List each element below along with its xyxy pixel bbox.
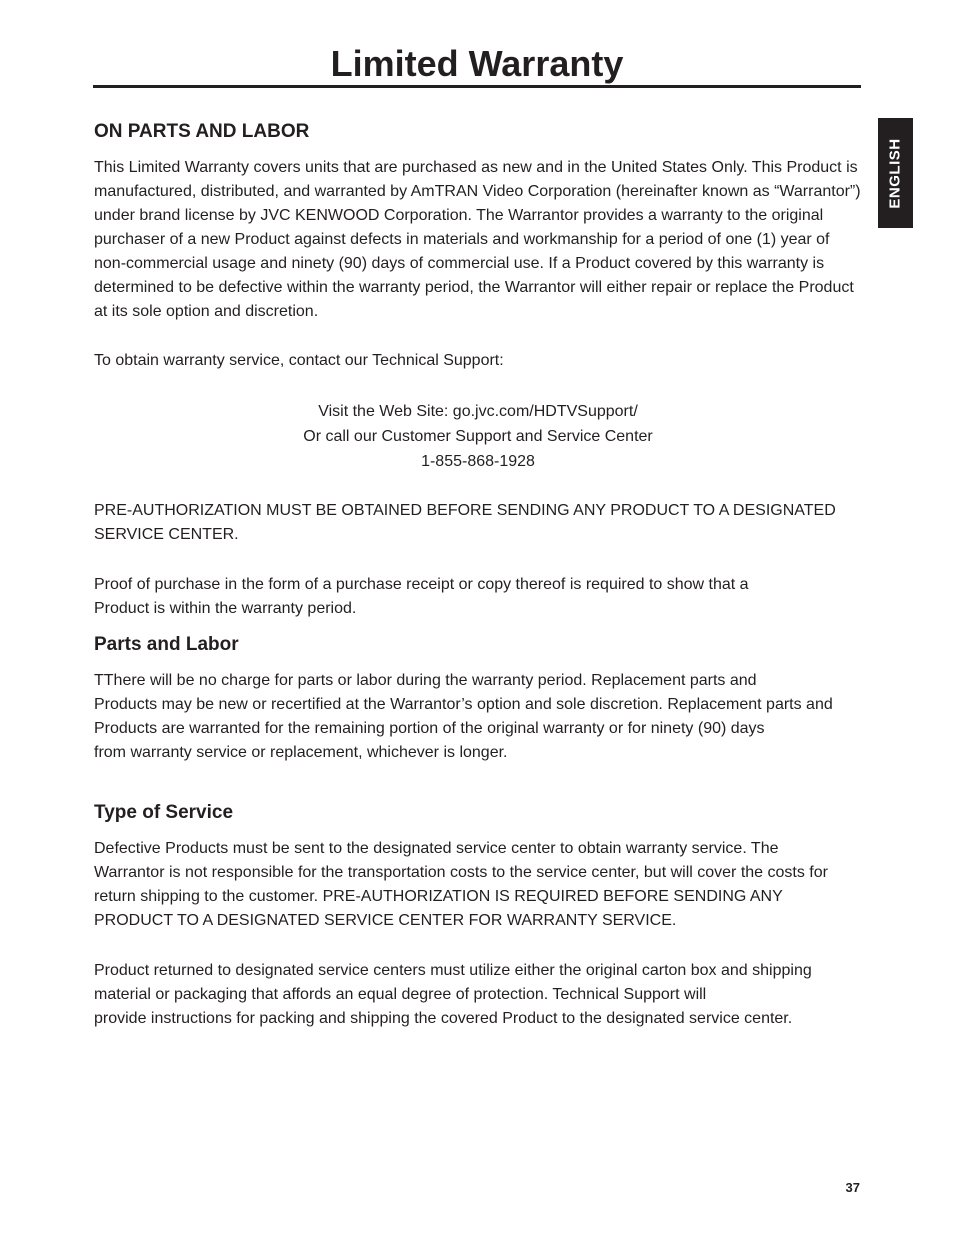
language-tab bbox=[878, 118, 913, 228]
paragraph-line: TThere will be no charge for parts or labor during the warranty period. Replacement parts and bbox=[94, 672, 757, 689]
warranty-intro-paragraph: This Limited Warranty covers units that are purchased as new and in the United States Only. This Product is manufactured, distributed, and warranted by AmTRAN Video Corporation (hereinafter known as “Warrantor”) under brand license by JVC KENWOOD Corporation. The Warrantor provides a warranty to the original purchaser of a new Product against defects in materials and workmanship for a period of one (1) year of non-commercial usage and ninety (90) days of commercial use. If a Product covered by this warranty is determined to be defective within the warranty period, the Warrantor will either repair or replace the Product at its sole option and discretion. bbox=[94, 159, 861, 320]
section-heading-type-of-service: Type of Service bbox=[94, 802, 234, 823]
paragraph-line: Warrantor is not responsible for the transportation costs to the service center, but will cover the costs for bbox=[94, 864, 828, 881]
title-rule bbox=[93, 85, 861, 88]
type-of-service-paragraph-2 bbox=[94, 959, 862, 1031]
contact-web: Visit the Web Site: go.jvc.com/HDTVSupport/ bbox=[318, 403, 638, 420]
paragraph-line: return shipping to the customer. PRE-AUTHORIZATION IS REQUIRED BEFORE SENDING ANY bbox=[94, 888, 783, 905]
contact-intro: To obtain warranty service, contact our Technical Support: bbox=[94, 352, 504, 369]
preauth-notice: PRE-AUTHORIZATION MUST BE OBTAINED BEFORE SENDING ANY PRODUCT TO A DESIGNATED SERVICE CENTER. bbox=[94, 502, 836, 543]
paragraph-line: from warranty service or replacement, whichever is longer. bbox=[94, 744, 508, 761]
proof-line: Proof of purchase in the form of a purchase receipt or copy thereof is required to show that a bbox=[94, 576, 749, 593]
contact-call: Or call our Customer Support and Service Center bbox=[303, 428, 653, 445]
paragraph-line: material or packaging that affords an equal degree of protection. Technical Support will bbox=[94, 986, 707, 1003]
contact-phone: 1-855-868-1928 bbox=[421, 453, 535, 470]
page-title: Limited Warranty bbox=[330, 43, 624, 84]
warranty-content bbox=[94, 118, 862, 1031]
section-heading-on-parts-and-labor: ON PARTS AND LABOR bbox=[94, 121, 310, 142]
proof-paragraph bbox=[94, 573, 862, 621]
page-number: 37 bbox=[845, 1180, 860, 1195]
paragraph-line: PRODUCT TO A DESIGNATED SERVICE CENTER FOR WARRANTY SERVICE. bbox=[94, 912, 677, 929]
contact-block bbox=[94, 399, 862, 474]
paragraph-line: Product returned to designated service centers must utilize either the original carton box and shipping bbox=[94, 962, 812, 979]
paragraph-line: Products may be new or recertified at the Warrantor’s option and sole discretion. Replacement parts and bbox=[94, 696, 833, 713]
paragraph-line: Defective Products must be sent to the designated service center to obtain warranty service. The bbox=[94, 840, 779, 857]
parts-and-labor-paragraph bbox=[94, 669, 862, 765]
section-heading-parts-and-labor: Parts and Labor bbox=[94, 634, 239, 655]
proof-line: Product is within the warranty period. bbox=[94, 600, 357, 617]
type-of-service-paragraph-1 bbox=[94, 837, 862, 933]
language-tab-label: ENGLISH bbox=[887, 137, 904, 209]
paragraph-line: Products are warranted for the remaining portion of the original warranty or for ninety (90) days bbox=[94, 720, 765, 737]
paragraph-line: provide instructions for packing and shipping the covered Product to the designated service center. bbox=[94, 1010, 793, 1027]
